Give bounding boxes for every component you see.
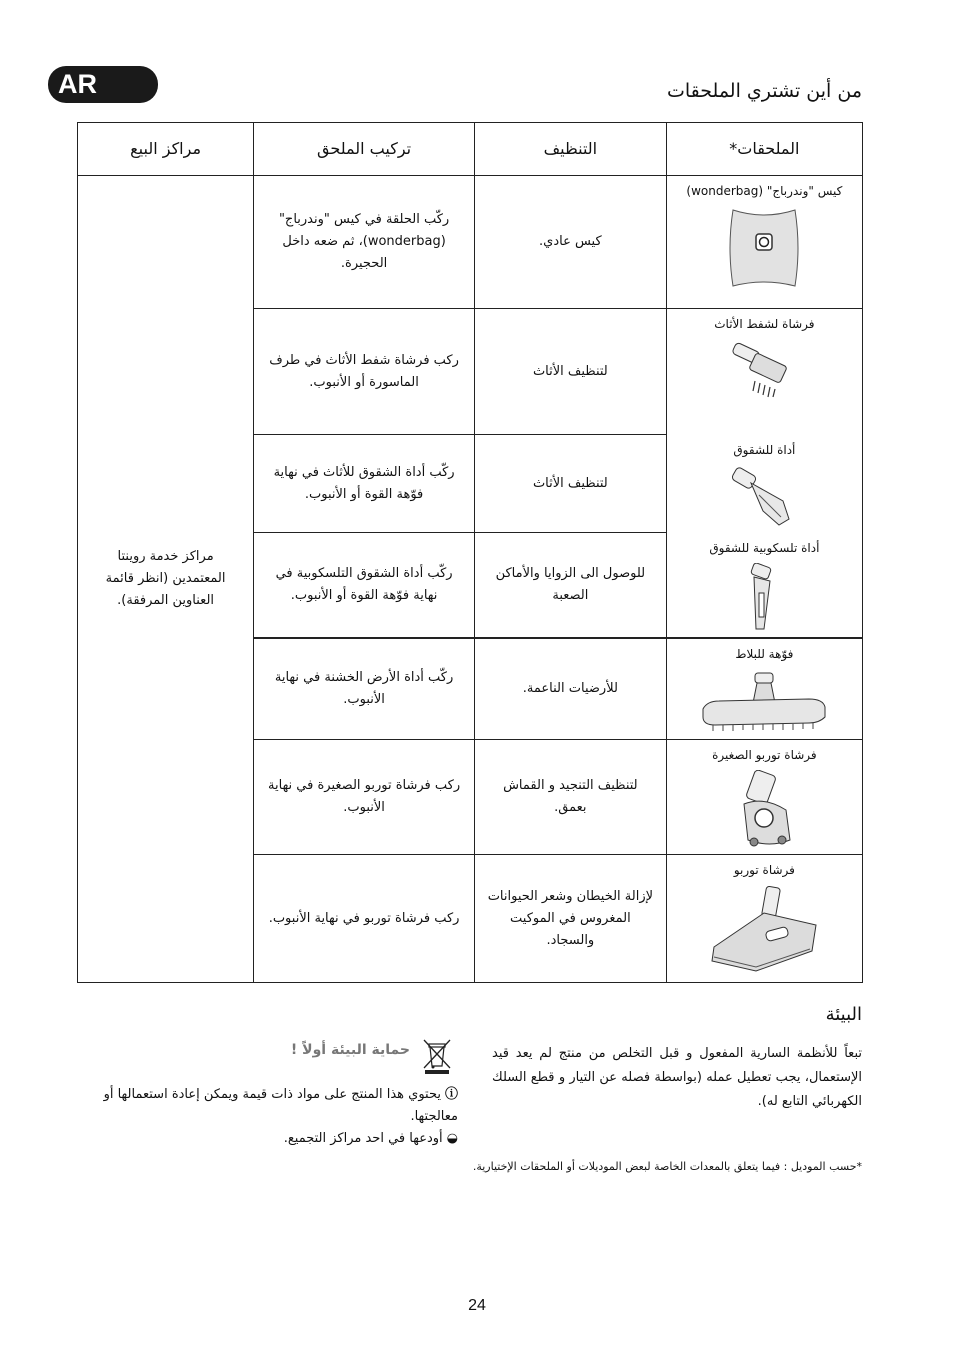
language-badge: AR [48, 66, 158, 103]
wonderbag-icon [725, 206, 803, 290]
mini-turbo-brush-icon [724, 770, 804, 850]
cleaning-cell: للأرضيات الناعمة. [474, 638, 666, 740]
accessory-cell [666, 740, 862, 855]
service-cell: مراكز خدمة روينتا المعتمدين (انظر قائمة العناوين المرفقة). [78, 176, 254, 983]
environment-paragraph: تبعاً للأنظمة السارية المفعول و قبل التخلص من منتج لم يعد قيد الإستعمال، يجب تعطيل عمله (بواسطة فصله عن التيار و قطع السلك الكهربائي التابع له). [492, 1046, 862, 1109]
accessory-cell [666, 176, 862, 309]
page-number: 24 [468, 1297, 486, 1314]
accessory-cell [666, 533, 862, 638]
fitting-cell: ركب فرشاة شفط الأثاث في طرف الماسورة أو الأنبوب. [254, 309, 475, 435]
crevice-tool-icon [729, 465, 799, 529]
fitting-cell: ركّب أداة الشقوق للأثاث في نهاية فوّهة القوة أو الأنبوب. [254, 435, 475, 533]
environment-item [78, 1128, 458, 1150]
turbo-brush-icon [704, 885, 824, 975]
header-cleaning: التنظيف [474, 123, 666, 176]
recycle-icon: ⓘ [444, 1087, 458, 1102]
table-row [78, 176, 863, 309]
header-service: مراكز البيع [78, 123, 254, 176]
collection-icon: ◒ [446, 1131, 458, 1146]
cleaning-cell: لتنظيف الأثاث [474, 309, 666, 435]
table-header-row [78, 123, 863, 176]
cleaning-cell: لتنظيف التنجيد و القماش بعمق. [474, 740, 666, 855]
fitting-cell: ركّب أداة الأرض الخشنة في نهاية الأنبوب. [254, 638, 475, 740]
crossed-bin-icon [422, 1038, 452, 1074]
header-fitting: تركيب الملحق [254, 123, 475, 176]
fitting-cell: ركّب أداة الشقوق التلسكوبية في نهاية فوّهة القوة أو الأنبوب. [254, 533, 475, 638]
fitting-cell: ركّب الحلقة في كيس "وندرباج" (wonderbag)، ثم ضعه داخل الحجيرة. [254, 176, 475, 309]
accessory-label: أداة تلسكوبية للشقوق [709, 540, 820, 555]
environment-title: البيئة [825, 1004, 862, 1025]
accessory-cell [666, 309, 862, 435]
accessory-cell [666, 435, 862, 533]
environment-item-text: يحتوي هذا المنتج على مواد ذات قيمة ويمكن إعادة استعمالها أو معالجتها. [103, 1087, 458, 1124]
parquet-nozzle-icon [699, 669, 829, 735]
fitting-cell: ركب فرشاة توربو الصغيرة في نهاية الأنبوب. [254, 740, 475, 855]
environment-item [78, 1084, 458, 1128]
accessory-label: فوّهة للبلاط [735, 646, 794, 661]
accessory-label: فرشاة توربو الصغيرة [712, 748, 817, 762]
accessory-cell [666, 638, 862, 740]
cleaning-cell: لتنظيف الأثاث [474, 435, 666, 533]
header-accessories: الملحقات* [666, 123, 862, 176]
cleaning-cell: للوصول الى الزوايا والأماكن الصعبة [474, 533, 666, 638]
accessory-label: فرشاة لشفط الأثاث [714, 317, 815, 331]
accessory-label: أداة للشقوق [733, 442, 796, 457]
telescopic-crevice-tool-icon [734, 563, 794, 633]
fitting-cell: ركب فرشاة توربو في نهاية الأنبوب. [254, 855, 475, 983]
upholstery-brush-icon [729, 339, 799, 399]
footnote: *حسب الموديل : فيما يتعلق بالمعدات الخاصة لبعض الموديلات أو الملحقات الإختيارية. [472, 1160, 862, 1173]
accessory-label: فرشاة توربو [733, 863, 795, 877]
cleaning-cell: كيس عادي. [474, 176, 666, 309]
accessories-table [77, 122, 863, 983]
environment-item-text: أودعها في احد مراكز التجميع. [283, 1131, 443, 1146]
cleaning-cell: لإزالة الخيطان وشعر الحيوانات المغروس في الموكيت والسجاد. [474, 855, 666, 983]
accessory-label: كيس "وندرباج" (wonderbag) [686, 184, 843, 198]
environment-protect-title: حماية البيئة أولاً ! [290, 1042, 410, 1058]
page-heading: من أين تشتري الملحقات [666, 80, 862, 102]
accessory-cell [666, 855, 862, 983]
